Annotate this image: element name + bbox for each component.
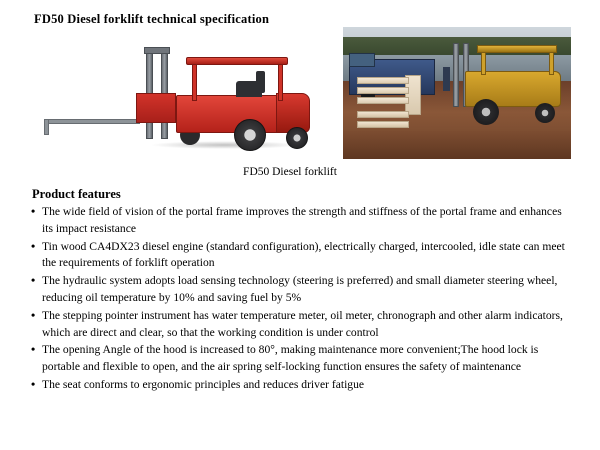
yellow-mast-rail-left [453,43,459,107]
bullet-icon: • [31,307,36,322]
yellow-front-wheel [473,99,499,125]
fork-tine [44,119,140,124]
ground-shadow [150,141,300,149]
dirt-ground-foreground [343,131,571,159]
clamp-arm-lower-1 [357,111,409,118]
features-list [30,204,570,394]
front-wheel [234,119,266,151]
clamp-arm-upper-2 [357,87,409,94]
list-item-text: The wide field of vision of the portal frame improves the strength and stiffness of the portal frame and enhances its impact resistance [42,205,562,235]
bullet-icon: • [31,342,36,357]
list-item [30,239,570,273]
list-item [30,377,570,394]
mast-crossbar [144,47,170,54]
list-item-text: The opening Angle of the hood is increased to 80°, making maintenance more convenient;The hood lock is portable and flexible to open, and the air spring self-locking function ensures the safety of maintenance [42,343,539,374]
features-heading: Product features [32,187,121,201]
bullet-icon: • [31,376,36,391]
list-item [30,308,570,342]
yellow-rear-wheel [535,103,555,123]
list-item [30,273,570,307]
fork-carriage [136,93,176,123]
list-item-text: The hydraulic system adopts load sensing technology (steering is preferred) and small diameter steering wheel, reducing oil temperature by 10% and saving fuel by 5% [42,274,558,304]
fork-tip [44,119,49,135]
canopy-post-front [192,61,197,101]
list-item-text: Tin wood CA4DX23 diesel engine (standard configuration), electrically charged, intercooled, idle state can meet the requirements of forklift operation [42,239,565,270]
blue-truck-cab [349,53,375,67]
forklift-illustration [30,33,330,155]
bullet-icon: • [31,238,36,253]
jobsite-illustration [343,27,571,159]
seat-back [256,71,265,93]
right-image-jobsite [343,27,571,159]
list-item [30,342,570,376]
bullet-icon: • [31,273,36,288]
image-caption: FD50 Diesel forklift [243,166,337,178]
clamp-arm-lower-2 [357,121,409,128]
clamp-arm-upper-3 [357,97,409,104]
clamp-arm-upper-1 [357,77,409,84]
page-title: FD50 Diesel forklift technical specification [34,12,270,26]
list-item-text: The stepping pointer instrument has water temperature meter, oil meter, chronograph and other alarm indicators, which are direct and clear, so that the working condition is under control [42,308,563,339]
list-item [30,204,570,238]
worker-figure [443,67,450,91]
canopy-post-rear [278,61,283,101]
overhead-guard [186,57,288,65]
left-image-forklift [30,33,330,155]
list-item-text: The seat conforms to ergonomic principles and reduces driver fatigue [42,377,365,391]
rear-wheel [286,127,308,149]
yellow-overhead-guard [477,45,557,53]
images-row [30,33,570,158]
bullet-icon: • [31,204,36,218]
